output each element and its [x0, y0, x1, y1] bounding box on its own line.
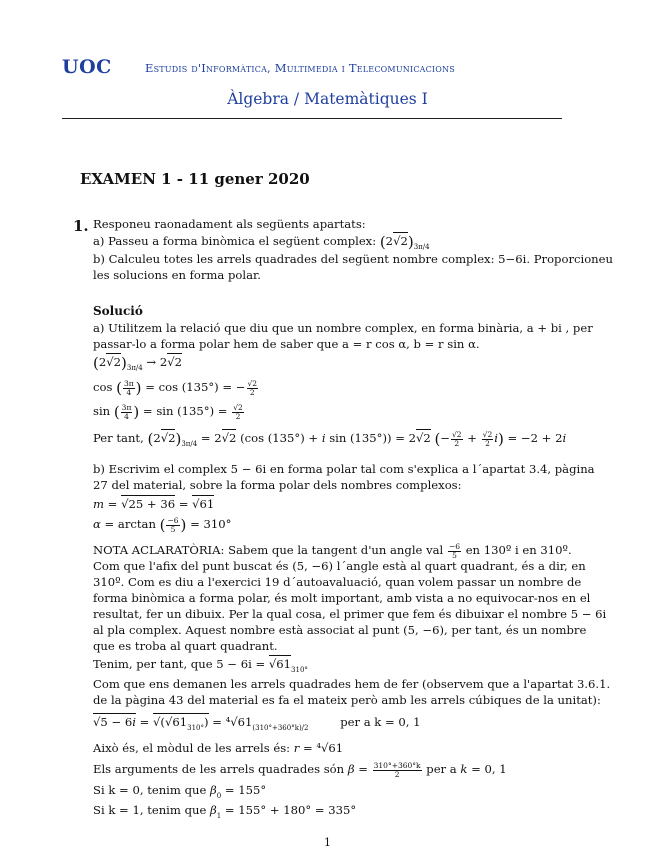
- eq-square-roots: $√5 - 6i = √(√61_{310^\circ}) = ^4√61_{(310^\circ+360^\circ k)/2}$ per a k = 0, 1: [93, 715, 421, 732]
- problem-part-a: a) Passeu a forma binòmica el següent complex: $(2√2)_{3\pi/4}$: [93, 233, 430, 251]
- note-line-7: que es troba al quart quadrant.: [93, 639, 278, 653]
- exam-title: EXAMEN 1 - 11 gener 2020: [80, 170, 310, 188]
- roots-line-2: de la pàgina 43 del material es fa el mateix però amb les arrels cúbiques de la unitat):: [93, 693, 601, 707]
- eq-polar-form: $(2√2)_{3\pi/4} \to 2√2$: [93, 354, 182, 372]
- note-text-1: NOTA ACLARATÒRIA: Sabem que la tangent d'un angle val: [93, 543, 444, 557]
- solution-a-line2: passar-lo a forma polar hem de saber que a = r cos α, b = r sin α.: [93, 337, 480, 351]
- problem-intro: Responeu raonadament als següents apartats:: [93, 217, 366, 231]
- eq-sin: sin ( $\frac{3\pi}{4}$ ) = sin (135°) = $\frac{√2}{2}$: [93, 402, 243, 421]
- note-line-1: NOTA ACLARATÒRIA: Sabem que la tangent d'un angle val $\frac{-6}{5}$ en 130º i en 310º.: [93, 541, 572, 560]
- k1-line: Si k = 1, tenim que $\beta_1 = 155^\circ + 180^\circ = 335^\circ$: [93, 803, 357, 820]
- note-tail: en 130º i en 310º.: [465, 543, 572, 557]
- part-a-text: a) Passeu a forma binòmica el següent complex:: [93, 234, 377, 248]
- per-a-k-label: per a k = 0, 1: [340, 715, 421, 729]
- uoc-logo: UOC: [62, 56, 112, 78]
- modul-text: Això és, el mòdul de les arrels és:: [93, 741, 291, 755]
- eq-modulus: m = √25 + 36 = √61: [93, 497, 215, 511]
- args-line: Els arguments de les arrels quadrades són β = $\frac{310^\circ+360^\circ k}{2}$ per a k = 0, 1: [93, 760, 507, 779]
- header-rule: [62, 118, 562, 119]
- modul-line: Això és, el mòdul de les arrels és: r = ⁴√61: [93, 741, 344, 755]
- problem-part-b-line1: b) Calculeu totes les arrels quadrades del següent nombre complex: 5−6i. Proporcioneu: [93, 252, 613, 266]
- note-line-6: al pla complex. Aquest nombre està associat al punt (5, −6), per tant, és un nombre: [93, 623, 587, 637]
- tenim-line: Tenim, per tant, que $5 - 6i = √61_{310^\circ}$: [93, 657, 308, 674]
- problem-number: 1.: [73, 217, 89, 235]
- eq-alpha: α = arctan ( $\frac{-6}{5}$ ) = 310°: [93, 515, 232, 534]
- args-text: Els arguments de les arrels quadrades són: [93, 762, 345, 776]
- eq-cos: cos ( $\frac{3\pi}{4}$ ) = cos (135°) = − $\frac{√2}{2}$: [93, 378, 258, 397]
- note-line-3: 310º. Com es diu a l'exercici 19 d´autoavaluació, quan volem passar un nombre de: [93, 575, 582, 589]
- solution-heading: Solució: [93, 304, 143, 318]
- subject-title: Àlgebra / Matemàtiques I: [227, 90, 428, 108]
- note-line-5: resultat, fer un dibuix. Per la qual cosa, el primer que fem és dibuixar el nombre 5 − 6i: [93, 607, 607, 621]
- tenim-text: Tenim, per tant, que 5 − 6i =: [93, 657, 266, 671]
- roots-line-1: Com que ens demanen les arrels quadrades hem de fer (observem que a l'apartat 3.6.1.: [93, 677, 611, 691]
- page-number: 1: [324, 836, 331, 849]
- solution-b-line2: 27 del material, sobre la forma polar dels nombres complexos:: [93, 478, 462, 492]
- note-line-4: forma binòmica a forma polar, és molt important, amb vista a no equivocar-nos en el: [93, 591, 591, 605]
- note-line-2: Com que l'afix del punt buscat és (5, −6) l´angle està al quart quadrant, és a dir, en: [93, 559, 586, 573]
- k0-line: Si k = 0, tenim que $\beta_0 = 155^\circ$: [93, 783, 267, 800]
- problem-part-b-line2: les solucions en forma polar.: [93, 268, 261, 282]
- department-header: Estudis d'Informàtica, Multimedia i Telecomunicacions: [145, 61, 455, 75]
- k0-text: Si k = 0, tenim que: [93, 783, 207, 797]
- eq-result-a: Per tant, $(2√2)_{3\pi/4} = 2√2$ (cos (135°) + i sin (135°)) = 2√2 (− $\frac{√2}{2}$ + $\frac{√2}{2}$ i) = −2 + 2i: [93, 429, 567, 448]
- solution-a-line1: a) Utilitzem la relació que diu que un nombre complex, en forma binària, a + bi , per: [93, 321, 593, 335]
- solution-b-line1: b) Escrivim el complex 5 − 6i en forma polar tal com s'explica a l´apartat 3.4, pàgina: [93, 462, 595, 476]
- per-tant-label: Per tant,: [93, 431, 144, 445]
- k1-text: Si k = 1, tenim que: [93, 803, 207, 817]
